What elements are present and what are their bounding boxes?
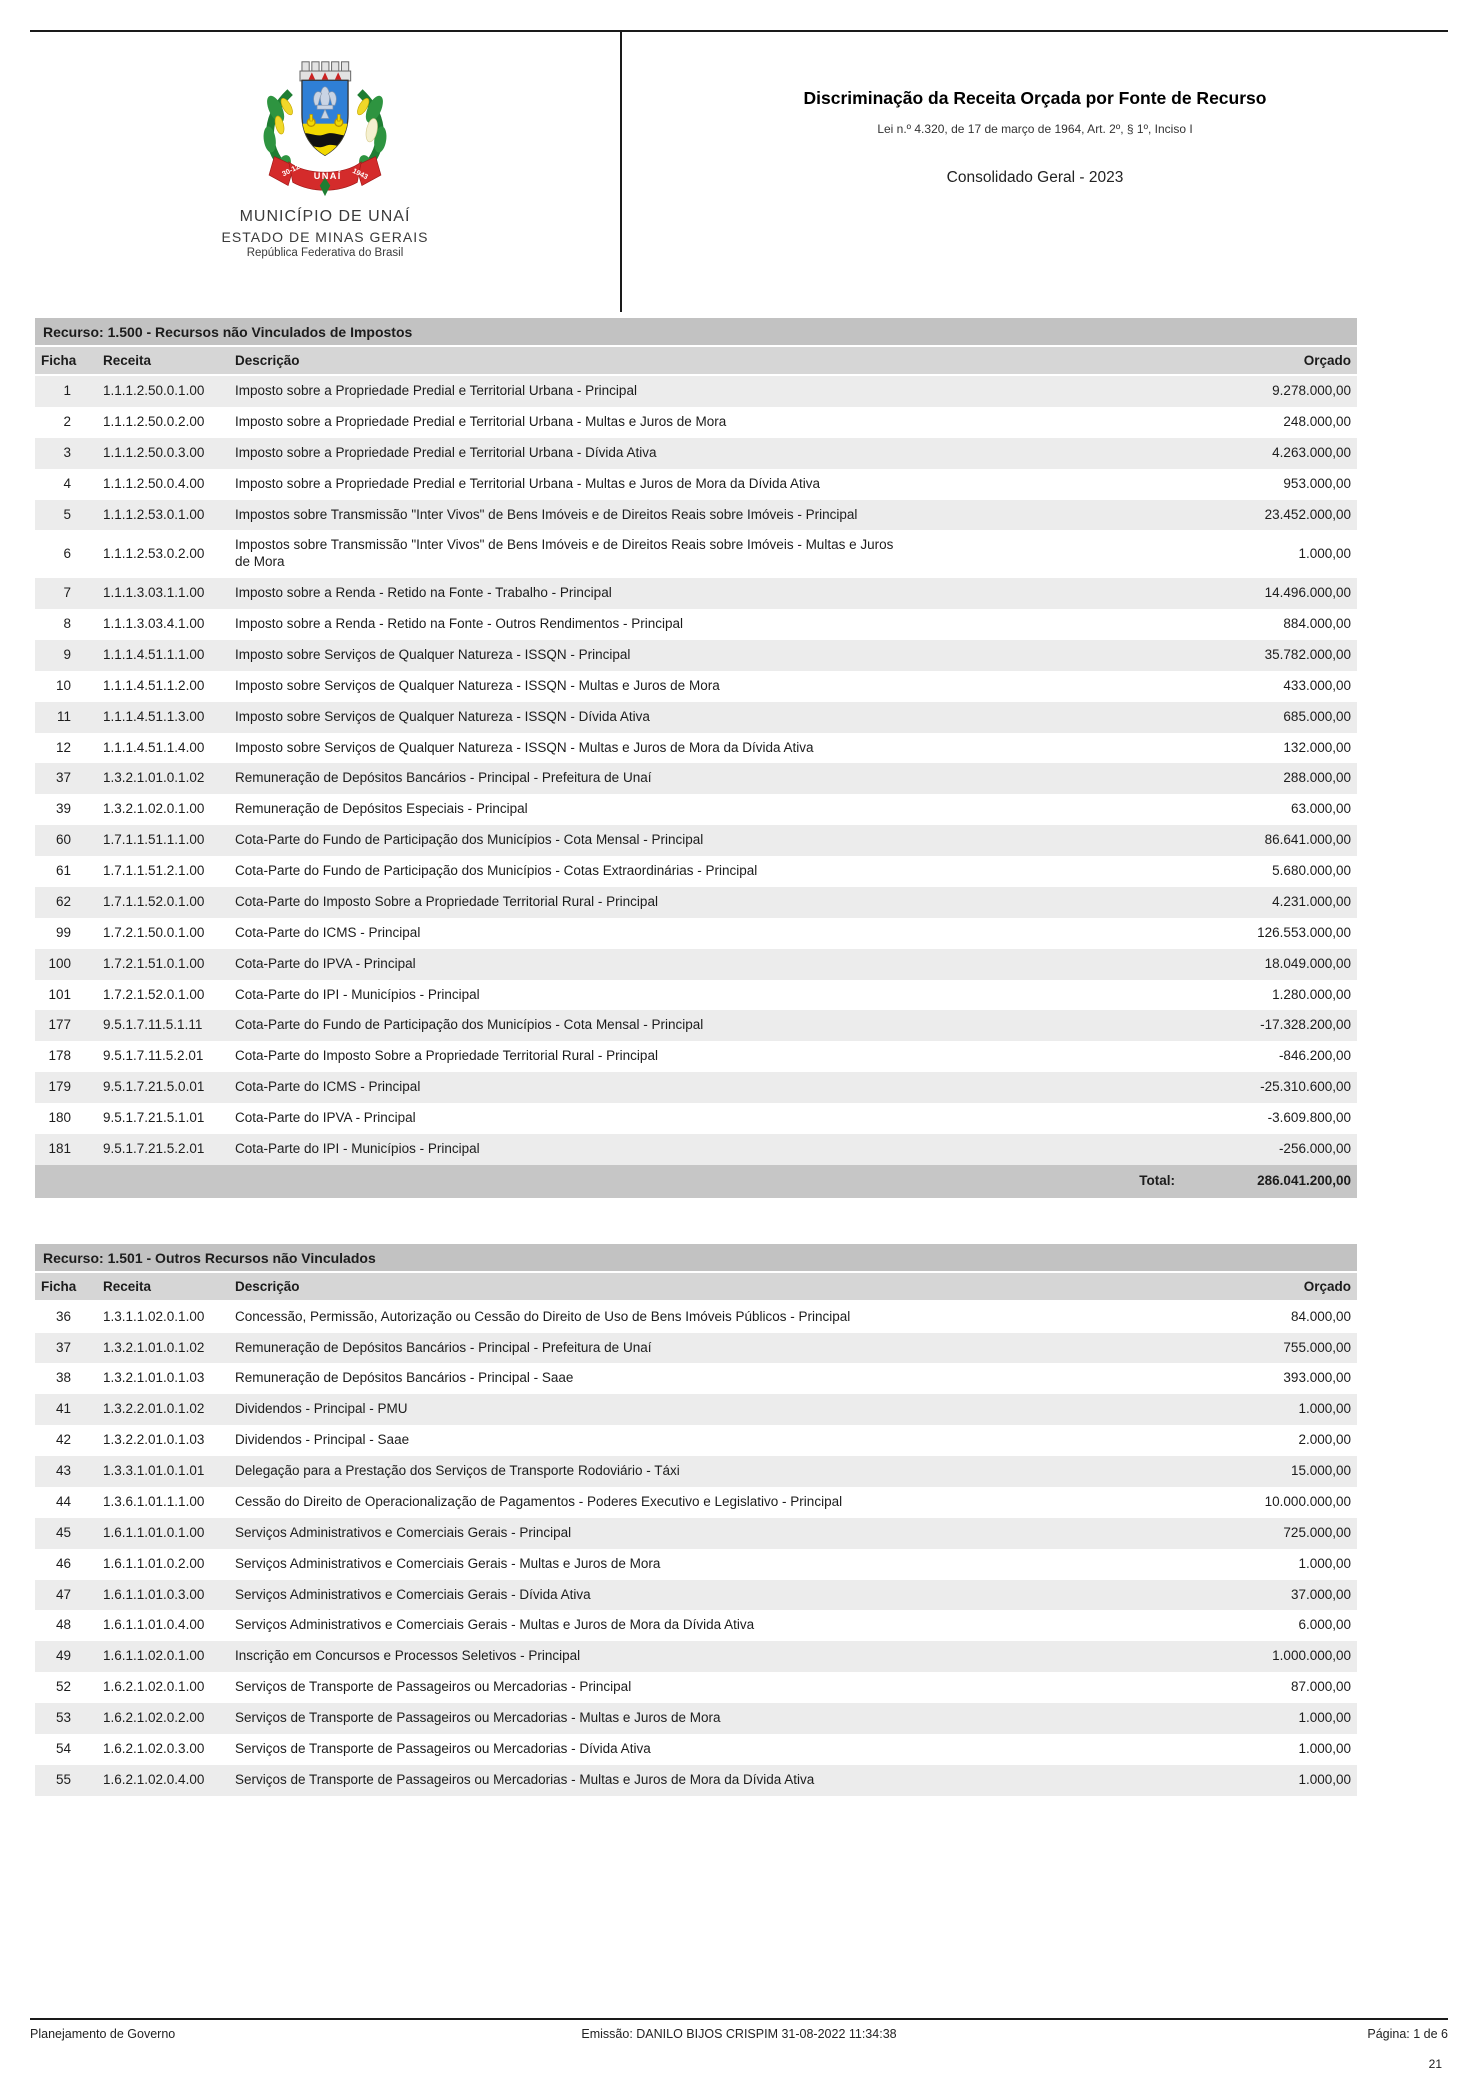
cell-descricao-text: Cota-Parte do Imposto Sobre a Propriedade Territorial Rural - Principal [235, 1048, 658, 1064]
cell-descricao-text: Dividendos - Principal - Saae [235, 1432, 410, 1448]
cell-receita: 1.1.1.4.51.1.3.00 [103, 708, 205, 724]
total-row [35, 1165, 1357, 1198]
cell-descricao [231, 733, 1175, 764]
cell-descricao [231, 1134, 1175, 1165]
cell-orcado: 2.000,00 [1298, 1432, 1351, 1448]
cell-receita: 1.7.1.1.52.0.1.00 [103, 893, 205, 909]
cell-descricao [231, 794, 1175, 825]
cell-descricao [231, 1765, 1175, 1796]
cell-receita: 1.1.1.2.53.0.1.00 [103, 506, 205, 522]
cell-ficha: 53 [55, 1710, 71, 1725]
cell-descricao [231, 1703, 1175, 1734]
cell-descricao [231, 578, 1175, 609]
table-row [35, 1518, 1357, 1549]
cell-ficha: 9 [63, 646, 71, 662]
cell-descricao [231, 949, 1175, 980]
cell-receita: 1.6.2.1.02.0.2.00 [103, 1710, 205, 1725]
cell-descricao [231, 1610, 1175, 1641]
table-row [35, 1765, 1357, 1796]
cell-ficha: 37 [55, 770, 71, 786]
column-header-ficha: Ficha [35, 1273, 81, 1301]
total-label: Total: [1139, 1172, 1175, 1188]
cell-ficha: 181 [48, 1140, 71, 1156]
cell-orcado: 755.000,00 [1283, 1339, 1351, 1355]
cell-ficha: 5 [63, 506, 71, 522]
table-row [35, 1641, 1357, 1672]
table-row [35, 671, 1357, 702]
cell-descricao-text: Serviços de Transporte de Passageiros ou Mercadorias - Dívida Ativa [235, 1740, 651, 1756]
cell-orcado: 126.553.000,00 [1257, 924, 1351, 940]
cell-orcado: 4.231.000,00 [1272, 893, 1351, 909]
cell-orcado: 18.049.000,00 [1264, 955, 1351, 971]
cell-receita: 1.7.2.1.50.0.1.00 [103, 924, 205, 940]
cell-receita: 1.1.1.3.03.1.1.00 [103, 585, 205, 601]
cell-ficha: 48 [55, 1617, 71, 1633]
cell-descricao-text: Cota-Parte do Fundo de Participação dos Municípios - Cota Mensal - Principal [235, 832, 704, 848]
cell-receita: 1.6.1.1.01.0.4.00 [103, 1617, 205, 1633]
cell-receita: 1.3.2.2.01.0.1.03 [103, 1432, 205, 1448]
cell-orcado: 1.000,00 [1298, 1710, 1351, 1725]
cell-descricao-text: Cessão do Direito de Operacionalização de Pagamentos - Poderes Executivo e Legislativo - Principal [235, 1493, 843, 1509]
table-row [35, 1103, 1357, 1134]
table-row [35, 763, 1357, 794]
cell-descricao-text: Cota-Parte do IPVA - Principal [235, 955, 416, 971]
cell-ficha: 177 [48, 1017, 71, 1033]
cell-descricao [231, 1425, 1175, 1456]
table-row [35, 609, 1357, 640]
cell-descricao-text: Imposto sobre a Propriedade Predial e Territorial Urbana - Multas e Juros de Mora da Dívida Ativa [235, 475, 821, 491]
cell-descricao [231, 1734, 1175, 1765]
cell-ficha: 3 [63, 444, 71, 460]
cell-descricao [231, 1672, 1175, 1703]
cell-ficha: 61 [55, 863, 71, 878]
table-row [35, 1301, 1357, 1333]
cell-descricao-text: Serviços Administrativos e Comerciais Gerais - Multas e Juros de Mora da Dívida Ativa [235, 1617, 755, 1633]
table-row [35, 1734, 1357, 1765]
cell-ficha: 10 [55, 677, 71, 693]
cell-descricao-text: Serviços de Transporte de Passageiros ou Mercadorias - Multas e Juros de Mora [235, 1710, 721, 1725]
cell-descricao-text: Imposto sobre a Renda - Retido na Fonte - Outros Rendimentos - Principal [235, 616, 683, 631]
document-subtitle: Lei n.º 4.320, de 17 de março de 1964, Art. 2º, § 1º, Inciso I [877, 122, 1193, 136]
total-value: 286.041.200,00 [1257, 1172, 1351, 1188]
cell-ficha: 2 [63, 413, 71, 429]
cell-descricao-text: Cota-Parte do IPVA - Principal [235, 1110, 416, 1125]
cell-ficha: 43 [55, 1463, 71, 1478]
cell-orcado: 288.000,00 [1283, 770, 1351, 786]
cell-descricao-text: Serviços Administrativos e Comerciais Gerais - Principal [235, 1524, 572, 1540]
cell-descricao [231, 1641, 1175, 1672]
cell-orcado: 23.452.000,00 [1264, 506, 1351, 522]
cell-orcado: 87.000,00 [1290, 1679, 1351, 1695]
cell-orcado: 6.000,00 [1298, 1617, 1351, 1633]
table-row [35, 949, 1357, 980]
table-row [35, 918, 1357, 949]
table-row [35, 825, 1357, 856]
table-row [35, 640, 1357, 671]
header-title-block [622, 32, 1448, 312]
cell-descricao-text: Imposto sobre Serviços de Qualquer Natureza - ISSQN - Multas e Juros de Mora [235, 677, 720, 693]
cell-ficha: 44 [55, 1493, 71, 1509]
cell-descricao-text: Serviços Administrativos e Comerciais Gerais - Multas e Juros de Mora [235, 1555, 661, 1571]
cell-orcado: -17.328.200,00 [1260, 1017, 1351, 1033]
cell-orcado: 393.000,00 [1283, 1370, 1351, 1386]
cell-descricao [231, 856, 1175, 887]
cell-descricao-text: Serviços Administrativos e Comerciais Gerais - Dívida Ativa [235, 1586, 591, 1602]
table-row [35, 1549, 1357, 1580]
table-row [35, 1487, 1357, 1518]
cell-descricao-text: Remuneração de Depósitos Bancários - Principal - Prefeitura de Unaí [235, 770, 652, 786]
cell-orcado: 884.000,00 [1283, 616, 1351, 631]
cell-orcado: 10.000.000,00 [1264, 1493, 1351, 1509]
cell-receita: 1.3.3.1.01.0.1.01 [103, 1463, 205, 1478]
cell-ficha: 6 [63, 545, 71, 561]
footer-page-count: Página: 1 de 6 [1367, 2027, 1448, 2041]
column-header-ficha: Ficha [35, 347, 81, 375]
table-row [35, 578, 1357, 609]
table-row [35, 856, 1357, 887]
cell-receita: 1.1.1.4.51.1.4.00 [103, 739, 205, 755]
cell-ficha: 39 [55, 801, 71, 817]
cell-descricao-text: Remuneração de Depósitos Bancários - Principal - Saae [235, 1370, 574, 1386]
column-header-receita: Receita [81, 347, 231, 375]
cell-orcado: 1.000,00 [1298, 1401, 1351, 1417]
cell-ficha: 55 [55, 1771, 71, 1787]
cell-descricao-text: Cota-Parte do IPI - Municípios - Principal [235, 1140, 480, 1156]
cell-receita: 1.7.1.1.51.1.1.00 [103, 832, 205, 848]
cell-descricao [231, 887, 1175, 918]
cell-descricao [231, 671, 1175, 702]
resource-section-1501 [35, 1244, 1357, 1796]
cell-ficha: 180 [48, 1110, 71, 1125]
cell-receita: 1.1.1.2.53.0.2.00 [103, 545, 205, 561]
table-row [35, 375, 1357, 407]
cell-receita: 1.3.2.1.01.0.1.03 [103, 1370, 205, 1386]
unai-coat-of-arms-icon [249, 46, 401, 204]
cell-receita: 1.6.1.1.01.0.2.00 [103, 1555, 205, 1571]
cell-descricao-text: Cota-Parte do ICMS - Principal [235, 924, 421, 940]
cell-orcado: 37.000,00 [1290, 1586, 1351, 1602]
cell-ficha: 8 [63, 616, 71, 631]
table-row [35, 438, 1357, 469]
cell-ficha: 99 [55, 924, 71, 940]
table-row [35, 500, 1357, 531]
cell-receita: 1.6.2.1.02.0.4.00 [103, 1771, 205, 1787]
cell-descricao [231, 1518, 1175, 1549]
revenue-table [35, 347, 1357, 1198]
cell-orcado: 1.000.000,00 [1272, 1648, 1351, 1664]
cell-orcado: -256.000,00 [1278, 1140, 1351, 1156]
cell-orcado: 1.280.000,00 [1272, 986, 1351, 1002]
cell-ficha: 178 [48, 1048, 71, 1064]
table-row [35, 1610, 1357, 1641]
document-header [30, 30, 1448, 312]
cell-receita: 1.1.1.2.50.0.3.00 [103, 444, 205, 460]
footer-department: Planejamento de Governo [30, 2027, 176, 2041]
table-row [35, 1041, 1357, 1072]
column-header-receita: Receita [81, 1273, 231, 1301]
cell-receita: 1.1.1.4.51.1.1.00 [103, 646, 205, 662]
cell-ficha: 60 [55, 832, 71, 848]
cell-descricao-text: Impostos sobre Transmissão "Inter Vivos" de Bens Imóveis e de Direitos Reais sobre Imóveis - Principal [235, 506, 858, 522]
cell-receita: 9.5.1.7.11.5.1.11 [103, 1017, 203, 1033]
page-corner-number: 21 [1428, 2057, 1442, 2071]
cell-orcado: 84.000,00 [1290, 1308, 1351, 1324]
table-row [35, 794, 1357, 825]
table-row [35, 980, 1357, 1011]
cell-receita: 1.3.6.1.01.1.1.00 [103, 1493, 205, 1509]
table-row [35, 1672, 1357, 1703]
table-row [35, 1134, 1357, 1165]
cell-ficha: 12 [55, 739, 71, 755]
cell-descricao-text: Cota-Parte do IPI - Municípios - Principal [235, 986, 480, 1002]
table-row [35, 530, 1357, 578]
table-body [35, 375, 1357, 1198]
cell-descricao [231, 1301, 1175, 1333]
cell-receita: 9.5.1.7.21.5.0.01 [103, 1079, 205, 1095]
header-logo-block [30, 32, 622, 312]
cell-receita: 1.1.1.2.50.0.1.00 [103, 383, 205, 398]
cell-descricao [231, 702, 1175, 733]
cell-descricao-text: Cota-Parte do Imposto Sobre a Propriedade Territorial Rural - Principal [235, 893, 658, 909]
cell-orcado: 685.000,00 [1283, 708, 1351, 724]
cell-descricao [231, 1549, 1175, 1580]
cell-orcado: 1.000,00 [1298, 1771, 1351, 1787]
cell-descricao-text: Imposto sobre a Propriedade Predial e Territorial Urbana - Multas e Juros de Mora [235, 413, 727, 429]
cell-descricao-text: Serviços de Transporte de Passageiros ou Mercadorias - Multas e Juros de Mora da Dívida Ativa [235, 1771, 815, 1787]
resource-section-1500 [35, 318, 1357, 1198]
cell-descricao-text: Imposto sobre a Renda - Retido na Fonte - Trabalho - Principal [235, 585, 612, 601]
cell-descricao-text: Imposto sobre Serviços de Qualquer Natureza - ISSQN - Principal [235, 646, 631, 662]
cell-descricao [231, 763, 1175, 794]
cell-receita: 1.7.2.1.51.0.1.00 [103, 955, 205, 971]
cell-descricao [231, 1394, 1175, 1425]
table-row [35, 1703, 1357, 1734]
cell-descricao-text: Inscrição em Concursos e Processos Seletivos - Principal [235, 1648, 581, 1664]
cell-orcado: 86.641.000,00 [1264, 832, 1351, 848]
cell-ficha: 45 [55, 1524, 71, 1540]
cell-descricao [231, 438, 1175, 469]
cell-descricao-text: Remuneração de Depósitos Especiais - Principal [235, 801, 528, 817]
cell-descricao-text: Concessão, Permissão, Autorização ou Cessão do Direito de Uso de Bens Imóveis Públicos - Principal [235, 1308, 851, 1324]
cell-receita: 1.6.2.1.02.0.1.00 [103, 1679, 205, 1695]
cell-receita: 1.6.1.1.01.0.1.00 [103, 1524, 205, 1540]
cell-descricao-text: Delegação para a Prestação dos Serviços de Transporte Rodoviário - Táxi [235, 1463, 680, 1478]
footer-emission: Emissão: DANILO BIJOS CRISPIM 31-08-2022 11:34:38 [581, 2027, 897, 2041]
cell-ficha: 41 [55, 1401, 71, 1417]
cell-orcado: 1.000,00 [1298, 545, 1351, 561]
cell-orcado: 14.496.000,00 [1264, 585, 1351, 601]
cell-descricao-text: Imposto sobre a Propriedade Predial e Territorial Urbana - Principal [235, 383, 637, 398]
cell-descricao [231, 1010, 1175, 1041]
cell-descricao [231, 1041, 1175, 1072]
table-row [35, 407, 1357, 438]
cell-descricao [231, 825, 1175, 856]
cell-ficha: 38 [55, 1370, 71, 1386]
cell-orcado: 248.000,00 [1283, 413, 1351, 429]
cell-receita: 1.1.1.2.50.0.4.00 [103, 475, 205, 491]
cell-orcado: 63.000,00 [1290, 801, 1351, 817]
country-name: República Federativa do Brasil [246, 247, 404, 259]
table-body [35, 1301, 1357, 1796]
cell-descricao-text: Imposto sobre Serviços de Qualquer Natureza - ISSQN - Dívida Ativa [235, 708, 650, 724]
cell-orcado: -25.310.600,00 [1260, 1079, 1351, 1095]
cell-ficha: 11 [56, 708, 71, 724]
table-row [35, 1072, 1357, 1103]
state-name: ESTADO DE MINAS GERAIS [221, 229, 429, 245]
cell-descricao [231, 407, 1175, 438]
cell-descricao [231, 1072, 1175, 1103]
cell-ficha: 179 [48, 1079, 71, 1095]
cell-descricao-text: Cota-Parte do Fundo de Participação dos Municípios - Cotas Extraordinárias - Principal [235, 863, 758, 878]
cell-orcado: 953.000,00 [1283, 475, 1351, 491]
table-row [35, 887, 1357, 918]
cell-ficha: 4 [63, 475, 71, 491]
cell-descricao [231, 1103, 1175, 1134]
cell-receita: 1.3.1.1.02.0.1.00 [103, 1308, 205, 1324]
cell-descricao-text: Dividendos - Principal - PMU [235, 1401, 408, 1417]
cell-descricao-text: Cota-Parte do Fundo de Participação dos Municípios - Cota Mensal - Principal [235, 1017, 704, 1033]
cell-ficha: 52 [55, 1679, 71, 1695]
cell-ficha: 49 [55, 1648, 71, 1664]
cell-receita: 1.7.2.1.52.0.1.00 [103, 986, 205, 1002]
cell-ficha: 1 [63, 383, 71, 398]
cell-descricao [231, 530, 1175, 578]
cell-receita: 9.5.1.7.21.5.1.01 [103, 1110, 205, 1125]
table-row [35, 702, 1357, 733]
cell-ficha: 62 [55, 893, 71, 909]
cell-ficha: 36 [55, 1308, 71, 1324]
cell-receita: 1.3.2.1.01.0.1.02 [103, 1339, 205, 1355]
cell-orcado: -3.609.800,00 [1267, 1110, 1351, 1125]
cell-descricao [231, 640, 1175, 671]
cell-descricao-text: Remuneração de Depósitos Bancários - Principal - Prefeitura de Unaí [235, 1339, 652, 1355]
cell-ficha: 54 [55, 1740, 71, 1756]
table-row [35, 733, 1357, 764]
table-row [35, 469, 1357, 500]
cell-descricao [231, 1487, 1175, 1518]
table-header-row [35, 1273, 1357, 1301]
cell-descricao [231, 1456, 1175, 1487]
table-row [35, 1580, 1357, 1611]
table-header-row [35, 347, 1357, 375]
cell-orcado: 1.000,00 [1298, 1555, 1351, 1571]
cell-descricao-text: Imposto sobre Serviços de Qualquer Natureza - ISSQN - Multas e Juros de Mora da Dívida Ativa [235, 739, 814, 755]
column-header-orcado: Orçado [1175, 347, 1357, 375]
section-title: Recurso: 1.500 - Recursos não Vinculados de Impostos [35, 318, 1357, 347]
cell-descricao [231, 1580, 1175, 1611]
cell-orcado: 433.000,00 [1283, 677, 1351, 693]
document-footer [30, 2018, 1448, 2071]
cell-descricao [231, 1333, 1175, 1364]
cell-receita: 1.6.1.1.01.0.3.00 [103, 1586, 205, 1602]
cell-receita: 1.3.2.1.02.0.1.00 [103, 801, 205, 817]
revenue-table [35, 1273, 1357, 1796]
crest-ribbon-date-right: 1943 [351, 166, 370, 182]
crest-ribbon-name: UNAÍ [313, 170, 342, 181]
cell-descricao [231, 500, 1175, 531]
cell-receita: 1.7.1.1.51.2.1.00 [103, 863, 205, 878]
cell-descricao-text: Serviços de Transporte de Passageiros ou Mercadorias - Principal [235, 1679, 632, 1695]
table-row [35, 1425, 1357, 1456]
cell-receita: 9.5.1.7.21.5.2.01 [103, 1140, 205, 1156]
cell-receita: 1.6.1.1.02.0.1.00 [103, 1648, 205, 1664]
cell-orcado: 15.000,00 [1290, 1463, 1351, 1478]
cell-ficha: 101 [48, 986, 71, 1002]
document-title: Discriminação da Receita Orçada por Fonte de Recurso [803, 88, 1267, 108]
cell-ficha: 46 [55, 1555, 71, 1571]
cell-orcado: 5.680.000,00 [1272, 863, 1351, 878]
column-header-orcado: Orçado [1175, 1273, 1357, 1301]
cell-receita: 1.1.1.3.03.4.1.00 [103, 616, 205, 631]
cell-descricao-text: Imposto sobre a Propriedade Predial e Territorial Urbana - Dívida Ativa [235, 444, 657, 460]
cell-ficha: 100 [48, 955, 71, 971]
cell-descricao-text: Cota-Parte do ICMS - Principal [235, 1079, 421, 1095]
cell-descricao [231, 375, 1175, 407]
column-header-descricao: Descrição [231, 1273, 1175, 1301]
municipality-name: MUNICÍPIO DE UNAÍ [239, 208, 411, 225]
cell-descricao-text: Impostos sobre Transmissão "Inter Vivos" de Bens Imóveis e de Direitos Reais sobre Imóveis - Multas e Juros de Mora [235, 537, 894, 570]
cell-descricao [231, 469, 1175, 500]
cell-ficha: 37 [55, 1339, 71, 1355]
cell-orcado: 1.000,00 [1298, 1740, 1351, 1756]
cell-receita: 1.3.2.1.01.0.1.02 [103, 770, 205, 786]
cell-orcado: 725.000,00 [1283, 1524, 1351, 1540]
cell-receita: 9.5.1.7.11.5.2.01 [103, 1048, 204, 1064]
column-header-descricao: Descrição [231, 347, 1175, 375]
cell-orcado: 9.278.000,00 [1272, 383, 1351, 398]
cell-descricao [231, 918, 1175, 949]
table-row [35, 1456, 1357, 1487]
cell-descricao [231, 980, 1175, 1011]
report-body [35, 318, 1357, 1842]
document-scope: Consolidado Geral - 2023 [946, 169, 1124, 186]
cell-descricao [231, 609, 1175, 640]
cell-orcado: 4.263.000,00 [1272, 444, 1351, 460]
crest-ribbon-date-left: 30-12 [280, 161, 302, 179]
cell-orcado: 35.782.000,00 [1264, 646, 1351, 662]
table-row [35, 1010, 1357, 1041]
table-row [35, 1363, 1357, 1394]
cell-orcado: -846.200,00 [1278, 1048, 1351, 1064]
cell-descricao [231, 1363, 1175, 1394]
cell-receita: 1.1.1.4.51.1.2.00 [103, 677, 205, 693]
cell-ficha: 47 [55, 1586, 71, 1602]
section-title: Recurso: 1.501 - Outros Recursos não Vinculados [35, 1244, 1357, 1273]
table-row [35, 1333, 1357, 1364]
cell-receita: 1.3.2.2.01.0.1.02 [103, 1401, 205, 1417]
cell-receita: 1.1.1.2.50.0.2.00 [103, 413, 205, 429]
cell-orcado: 132.000,00 [1283, 739, 1351, 755]
cell-receita: 1.6.2.1.02.0.3.00 [103, 1740, 205, 1756]
cell-ficha: 7 [63, 585, 71, 601]
cell-ficha: 42 [55, 1432, 71, 1448]
table-row [35, 1394, 1357, 1425]
